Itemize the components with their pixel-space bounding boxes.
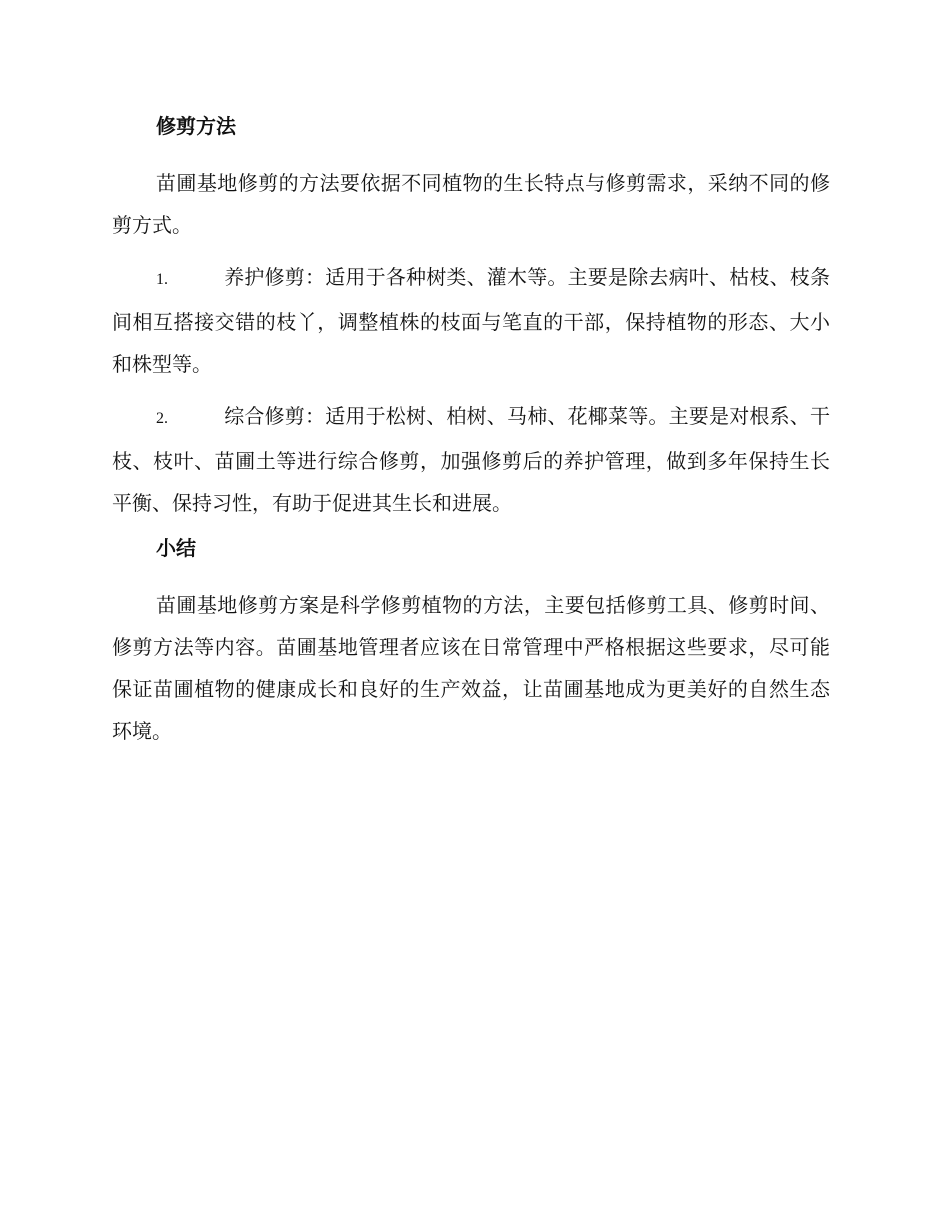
section-heading-pruning-methods: 修剪方法 (156, 114, 236, 138)
list-number: 2. (156, 410, 168, 427)
summary-paragraph: 苗圃基地修剪方案是科学修剪植物的方法，主要包括修剪工具、修剪时间、修剪方法等内容。苗圃基地管理者应该在日常管理中严格根据这些要求，尽可能保证苗圃植物的健康成长和良好的生产效益，让苗圃基地成为更美好的自然生态环境。 (112, 593, 830, 743)
document-page (112, 112, 830, 752)
list-item-text: 养护修剪：适用于各种树类、灌木等。主要是除去病叶、枯枝、枝条间相互搭接交错的枝丫，调整植株的枝面与笔直的干部，保持植物的形态、大小和株型等。 (112, 265, 830, 376)
list-number: 1. (156, 271, 168, 288)
section-heading-summary: 小结 (156, 536, 196, 560)
list-item-1 (112, 256, 830, 385)
list-item-2 (112, 395, 830, 524)
list-item-text: 综合修剪：适用于松树、柏树、马柿、花椰菜等。主要是对根系、干枝、枝叶、苗圃土等进行综合修剪，加强修剪后的养护管理，做到多年保持生长平衡、保持习性，有助于促进其生长和进展。 (112, 404, 830, 515)
intro-paragraph: 苗圃基地修剪的方法要依据不同植物的生长特点与修剪需求，采纳不同的修剪方式。 (112, 171, 830, 237)
